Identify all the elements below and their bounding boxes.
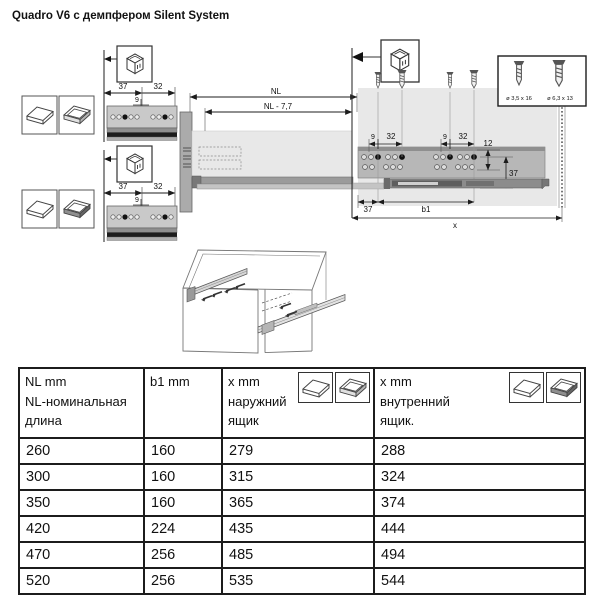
dim-label-9: 9 (135, 197, 139, 204)
dim-label-nl: NL (270, 87, 282, 96)
dim-label-12: 12 (483, 139, 493, 148)
inner-drawer-icons (509, 372, 581, 403)
cell-x-inner: 494 (374, 542, 585, 568)
table-header-row (19, 368, 585, 438)
dim-label-32: 32 (386, 132, 396, 141)
dim-label-37-side: 37 (509, 169, 518, 178)
cell-nl: 470 (19, 542, 144, 568)
cell-b1: 256 (144, 542, 222, 568)
cell-nl: 520 (19, 568, 144, 594)
table-row (19, 490, 585, 516)
cell-x-outer: 535 (222, 568, 374, 594)
dim-label-9: 9 (135, 97, 139, 104)
cell-x-inner: 374 (374, 490, 585, 516)
header-line: x mm (380, 374, 412, 389)
cell-x-inner: 288 (374, 438, 585, 464)
header-line: внутренний (380, 393, 450, 409)
dim-label-9: 9 (371, 134, 375, 141)
cell-b1: 224 (144, 516, 222, 542)
main-slide-drawing (180, 40, 586, 230)
cell-nl: 300 (19, 464, 144, 490)
drawer-box-icon (335, 372, 370, 403)
cell-nl: 420 (19, 516, 144, 542)
dim-label-37: 37 (118, 82, 128, 91)
dim-label-nl-minus: NL - 7,7 (263, 102, 293, 111)
drawer-inner-box-icon (546, 372, 581, 403)
col-header-nl (19, 368, 144, 438)
cell-x-outer: 279 (222, 438, 374, 464)
outer-drawer-icons (298, 372, 370, 403)
col-header-x-inner (374, 368, 585, 438)
cell-x-outer: 435 (222, 516, 374, 542)
cell-nl: 350 (19, 490, 144, 516)
screw-3-5-icon (447, 72, 454, 88)
mounting-detail-inner (22, 146, 177, 242)
screw-small-label: ø 3,5 x 16 (506, 96, 532, 102)
drawer-flat-icon (509, 372, 544, 403)
cell-x-outer: 365 (222, 490, 374, 516)
header-line: ящик. (380, 413, 415, 428)
screw-large-label: ø 6,3 x 13 (547, 96, 573, 102)
table-row (19, 438, 585, 464)
header-line: NL mm (25, 374, 67, 389)
dim-label-32: 32 (153, 82, 163, 91)
dim-label-b1: b1 (421, 205, 431, 214)
header-line: наружний (228, 393, 287, 409)
cell-b1: 160 (144, 438, 222, 464)
header-line: NL-номинальная (25, 393, 127, 409)
mounting-detail-outer (22, 46, 177, 142)
dim-label-37-bottom: 37 (363, 205, 373, 214)
screw-6-3-icon (470, 70, 479, 88)
page-title: Quadro V6 с демпфером Silent System (12, 10, 230, 22)
col-header-x-outer (222, 368, 374, 438)
cell-x-outer: 485 (222, 542, 374, 568)
header-line: b1 mm (150, 374, 190, 389)
header-line: ящик (228, 413, 259, 428)
cell-x-inner: 324 (374, 464, 585, 490)
header-line: длина (25, 413, 62, 428)
screw-legend-box (498, 56, 586, 106)
cell-x-outer: 315 (222, 464, 374, 490)
dim-label-x: x (453, 221, 457, 230)
col-header-b1 (144, 368, 222, 438)
dim-label-32: 32 (153, 182, 163, 191)
drawer-flat-icon (298, 372, 333, 403)
table-row (19, 568, 585, 594)
cell-b1: 160 (144, 464, 222, 490)
header-line: x mm (228, 374, 260, 389)
table-row (19, 464, 585, 490)
dim-label-37: 37 (118, 182, 128, 191)
dimensions-table (18, 367, 586, 595)
dim-label-9: 9 (443, 134, 447, 141)
cabinet-isometric-view (183, 250, 345, 353)
table-row (19, 516, 585, 542)
dim-label-32: 32 (458, 132, 468, 141)
cell-x-inner: 544 (374, 568, 585, 594)
cell-b1: 256 (144, 568, 222, 594)
cell-x-inner: 444 (374, 516, 585, 542)
cell-b1: 160 (144, 490, 222, 516)
table-row (19, 542, 585, 568)
cell-nl: 260 (19, 438, 144, 464)
